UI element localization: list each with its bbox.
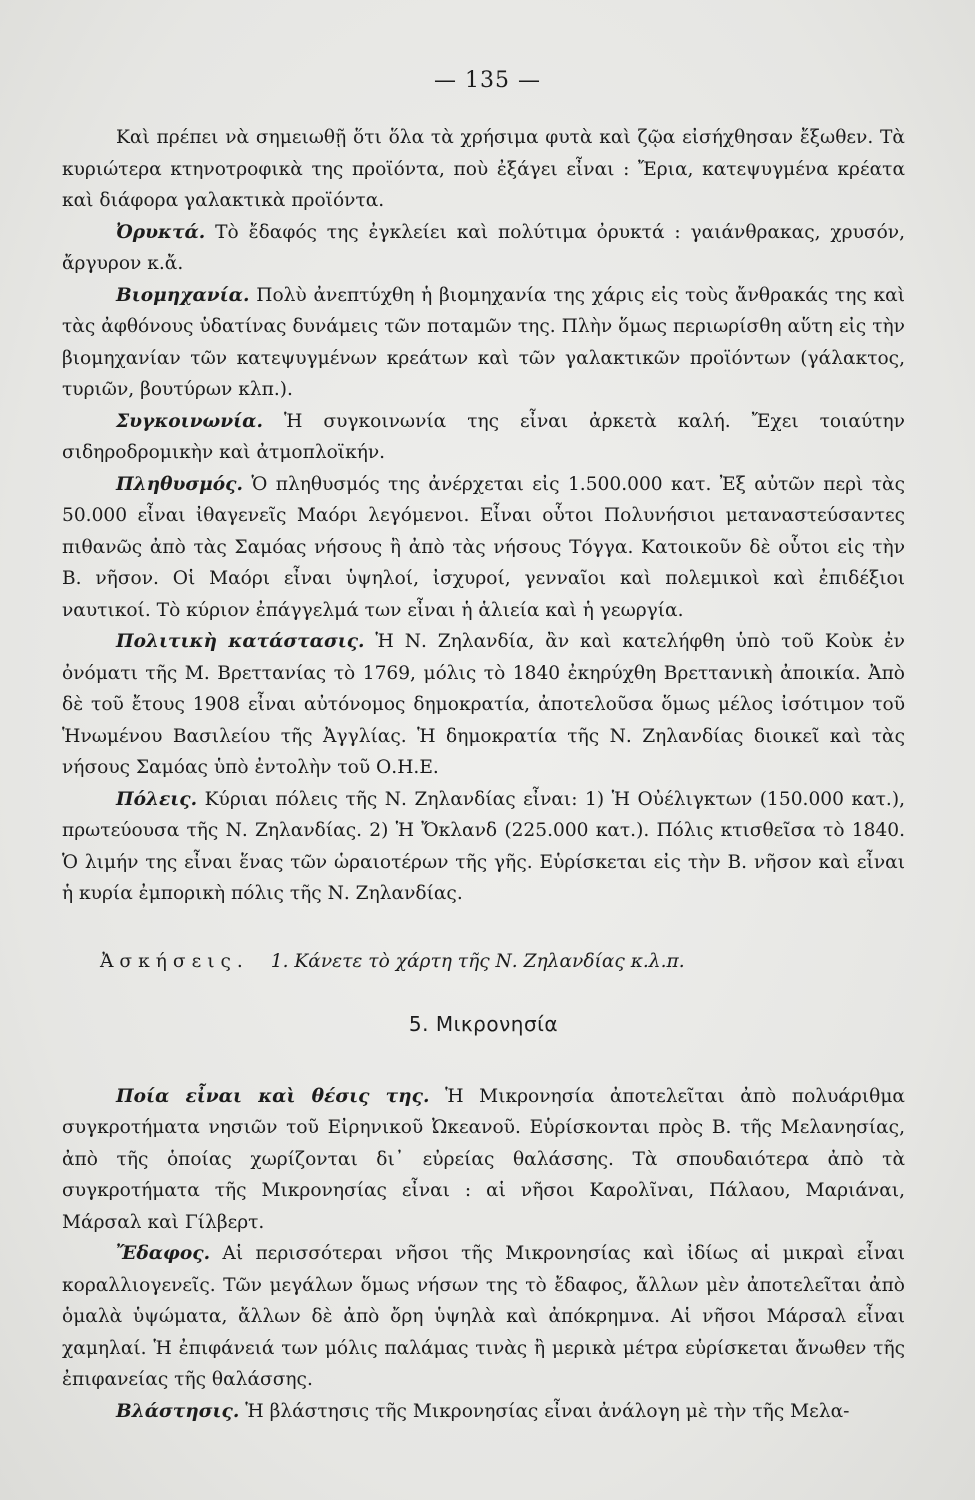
paragraph-text: Κύριαι πόλεις τῆς Ν. Ζηλανδίας εἶναι: 1) Ἡ Οὐέλιγκτων (150.000 κατ.), πρωτεύουσα τῆς Ν. Ζηλανδίας. 2) Ἡ Ὄκλανδ (225.000 κατ.). Πόλις κτισθεῖσα τὸ 1840. Ὁ λιμήν της εἶναι ἕνας τῶν ὡραιοτέρων τῆς γῆς. Εὑρίσκεται εἰς τὴν Β. νῆσον καὶ εἶναι ἡ κυρία ἐμπορικὴ πόλις τῆς Ν. Ζηλανδίας. bbox=[62, 788, 905, 904]
page-body bbox=[62, 122, 905, 1427]
paragraph-term: Ποία εἶναι καὶ θέσις της. bbox=[116, 1085, 430, 1107]
paragraph-text: Τὸ ἔδαφός της ἐγκλείει καὶ πολύτιμα ὀρυκτά : γαιάνθρακας, χρυσόν, ἄργυρον κ.ἄ. bbox=[62, 221, 905, 274]
paragraph-transport bbox=[62, 406, 905, 469]
paragraph-minerals bbox=[62, 217, 905, 280]
paragraph-term: Πολιτικὴ κατάστασις. bbox=[116, 631, 365, 652]
paragraph-text: Πολὺ ἀνεπτύχθη ἡ βιομηχανία της χάρις εἰς τοὺς ἄνθρακάς της καὶ τὰς ἀφθόνους ὑδατίνας δυνάμεις τῶν ποταμῶν της. Πλὴν ὅμως περιωρίσθη αὕτη εἰς τὴν βιομηχανίαν τῶν κατεψυγμένων κρεάτων καὶ τῶν γαλακτικῶν προϊόντων (γάλακτος, τυριῶν, βουτύρων κλπ.). bbox=[62, 284, 905, 400]
paragraph-vegetation bbox=[62, 1396, 905, 1428]
section-title: 5. Μικρονησία bbox=[408, 1012, 559, 1036]
paragraph-term: Ἔδαφος. bbox=[116, 1243, 211, 1264]
paragraph-term: Πληθυσμός. bbox=[116, 473, 243, 495]
paragraph-intro bbox=[62, 122, 905, 217]
exercises-label: Ἀσκήσεις. bbox=[100, 950, 249, 972]
paragraph-term: Βιομηχανία. bbox=[116, 284, 250, 306]
paragraph-text: Ἡ βλάστησις τῆς Μικρονησίας εἶναι ἀνάλογη μὲ τὴν τῆς Μελα- bbox=[245, 1400, 850, 1422]
exercises-task: 1. Κάνετε τὸ χάρτη τῆς Ν. Ζηλανδίας κ.λ.π. bbox=[270, 950, 685, 972]
paragraph-text: Ἡ συγκοινωνία της εἶναι ἀρκετὰ καλή. Ἔχει τοιαύτην σιδηροδρομικὴν καὶ ἀτμοπλοϊκήν. bbox=[62, 410, 905, 463]
paragraph-population bbox=[62, 469, 905, 627]
paragraph-text: Καὶ πρέπει νὰ σημειωθῇ ὅτι ὅλα τὰ χρήσιμα φυτὰ καὶ ζῷα εἰσήχθησαν ἔξωθεν. Τὰ κυριώτερα κτηνοτροφικὰ της προϊόντα, ποὺ ἐξάγει εἶναι : Ἔρια, κατεψυγμένα κρέατα καὶ διάφορα γαλακτικὰ προϊόντα. bbox=[62, 127, 905, 211]
paragraph-term: Πόλεις. bbox=[116, 788, 198, 810]
paragraph-term: Ὀρυκτά. bbox=[116, 221, 206, 243]
exercises bbox=[62, 946, 905, 978]
paragraph-text: Ἡ Μικρονησία ἀποτελεῖται ἀπὸ πολυάριθμα συγκροτήματα νησιῶν τοῦ Εἰρηνικοῦ Ὠκεανοῦ. Εὑρίσκονται πρὸς Β. τῆς Μελανησίας, ἀπὸ τῆς ὁποίας χωρίζονται δι᾽ εὐρείας θαλάσσης. Τὰ σπουδαιότερα ἀπὸ τὰ συγκροτήματα τῆς Μικρονησίας εἶναι : αἱ νῆσοι Καρολῖναι, Πάλαου, Μαριάναι, Μάρσαλ καὶ Γίλβερτ. bbox=[62, 1085, 905, 1233]
paragraph-text: Αἱ περισσότεραι νῆσοι τῆς Μικρονησίας καὶ ἰδίως αἱ μικραὶ εἶναι κοραλλιογενεῖς. Τῶν μεγάλων ὅμως νήσων της τὸ ἔδαφος, ἄλλων μὲν ἀποτελεῖται ἀπὸ ὁμαλὰ ὑψώματα, ἄλλων δὲ ἀπὸ ὄρη ὑψηλὰ καὶ ἀπόκρημνα. Αἱ νῆσοι Μάρσαλ εἶναι χαμηλαί. Ἡ ἐπιφάνειά των μόλις παλάμας τινὰς ἢ μερικὰ μέτρα εὑρίσκεται ἄνωθεν τῆς ἐπιφανείας τῆς θαλάσσης. bbox=[62, 1243, 905, 1390]
paragraph-term: Συγκοινωνία. bbox=[116, 410, 263, 432]
paragraph-industry bbox=[62, 280, 905, 406]
paragraph-term: Βλάστησις. bbox=[116, 1400, 240, 1422]
page-number: — 135 — bbox=[434, 68, 541, 93]
paragraph-text: Ἡ Ν. Ζηλανδία, ἂν καὶ κατελήφθη ὑπὸ τοῦ Κοὺκ ἐν ὀνόματι τῆς Μ. Βρεττανίας τὸ 1769, μόλις τὸ 1840 ἐκηρύχθη Βρεττανικὴ ἀποικία. Ἀπὸ δὲ τοῦ ἔτους 1908 εἶναι αὐτόνομος δημοκρατία, ἀποτελοῦσα ὅμως μέλος ἰσότιμον τοῦ Ἡνωμένου Βασιλείου τῆς Ἀγγλίας. Ἡ δημοκρατία τῆς Ν. Ζηλανδίας διοικεῖ καὶ τὰς νήσους Σαμόας ὑπὸ ἐντολὴν τοῦ Ο.Η.Ε. bbox=[62, 631, 905, 778]
paragraph-text: Ὁ πληθυσμός της ἀνέρχεται εἰς 1.500.000 κατ. Ἐξ αὐτῶν περὶ τὰς 50.000 εἶναι ἰθαγενεῖς Μαόρι λεγόμενοι. Εἶναι οὗτοι Πολυνήσιοι μεταναστεύσαντες πιθανῶς ἀπὸ τὰς Σαμόας νήσους ἢ ἀπὸ τὰς νήσους Τόγγα. Κατοικοῦν δὲ οὗτοι εἰς τὴν Β. νῆσον. Οἱ Μαόρι εἶναι ὑψηλοί, ἰσχυροί, γενναῖοι καὶ πολεμικοὶ καὶ ἐπιδέξιοι ναυτικοί. Τὸ κύριον ἐπάγγελμά των εἶναι ἡ ἁλιεία καὶ ἡ γεωργία. bbox=[62, 473, 905, 621]
paragraph-position bbox=[62, 1081, 905, 1239]
paragraph-politics bbox=[62, 626, 905, 784]
paragraph-terrain bbox=[62, 1238, 905, 1396]
paragraph-cities bbox=[62, 784, 905, 910]
